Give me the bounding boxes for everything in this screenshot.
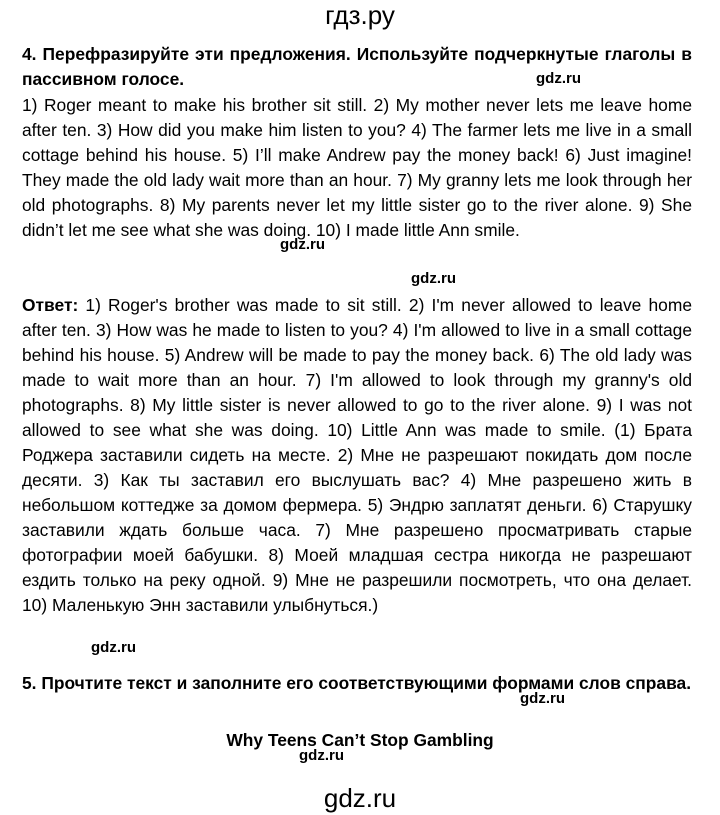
- watermark: gdz.ru: [91, 639, 136, 656]
- watermark: gdz.ru: [411, 270, 456, 287]
- task-4-exercise: 1) Roger meant to make his brother sit still. 2) My mother never lets me leave home after ten. 3) How did you make him listen to you? 4) The farmer lets me live in a small cottage behind his house. 5) I’ll make Andrew pay the money back! 6) Just imagine! They made the old lady wait more than an hour. 7) My granny lets me look through her old photographs. 8) My parents never let my little sister go to the river alone. 9) She didn’t let me see what she was doing. 10) I made little Ann smile.: [22, 95, 692, 240]
- watermark: gdz.ru: [280, 236, 325, 253]
- task-4-answer: [22, 293, 692, 618]
- site-header: гдз.ру: [325, 0, 395, 30]
- task-4-title: 4. Перефразируйте эти предложения. Используйте подчеркнутые глаголы в пассивном голосе.: [22, 44, 692, 89]
- answer-label: Ответ:: [22, 295, 79, 315]
- task-5-title: 5. Прочтите текст и заполните его соответствующими формами слов справа.: [22, 673, 692, 693]
- watermark: gdz.ru: [520, 690, 565, 707]
- watermark: gdz.ru: [536, 70, 581, 87]
- watermark: gdz.ru: [299, 747, 344, 764]
- answer-text: 1) Roger's brother was made to sit still. 2) I'm never allowed to leave home after ten. 3) How was he made to listen to you? 4) I'm allowed to live in a small cottage behind his house. 5) Andrew will be made to pay the money back. 6) The old lady was made to wait more than an hour. 7) I'm allowed to look through my granny's old photographs. 8) My little sister is never allowed to go to the river alone. 9) I was not allowed to see what she was doing. 10) Little Ann was made to smile. (1) Брата Роджера заставили сидеть на месте. 2) Мне не разрешают покидать дом после десяти. 3) Как ты заставил его выслушать вас? 4) Мне разрешено жить в небольшом коттедже за домом фермера. 5) Эндрю заплатят деньги. 6) Старушку заставили ждать больше часа. 7) Мне разрешено просматривать старые фотографии моей бабушки. 8) Моей младшая сестра никогда не разрешают ездить только на реку одной. 9) Мне не разрешили посмотреть, что она делает. 10) Маленькую Энн заставили улыбнуться.): [22, 295, 692, 615]
- text-title: Why Teens Can’t Stop Gambling: [226, 730, 494, 750]
- site-footer: gdz.ru: [323, 783, 397, 813]
